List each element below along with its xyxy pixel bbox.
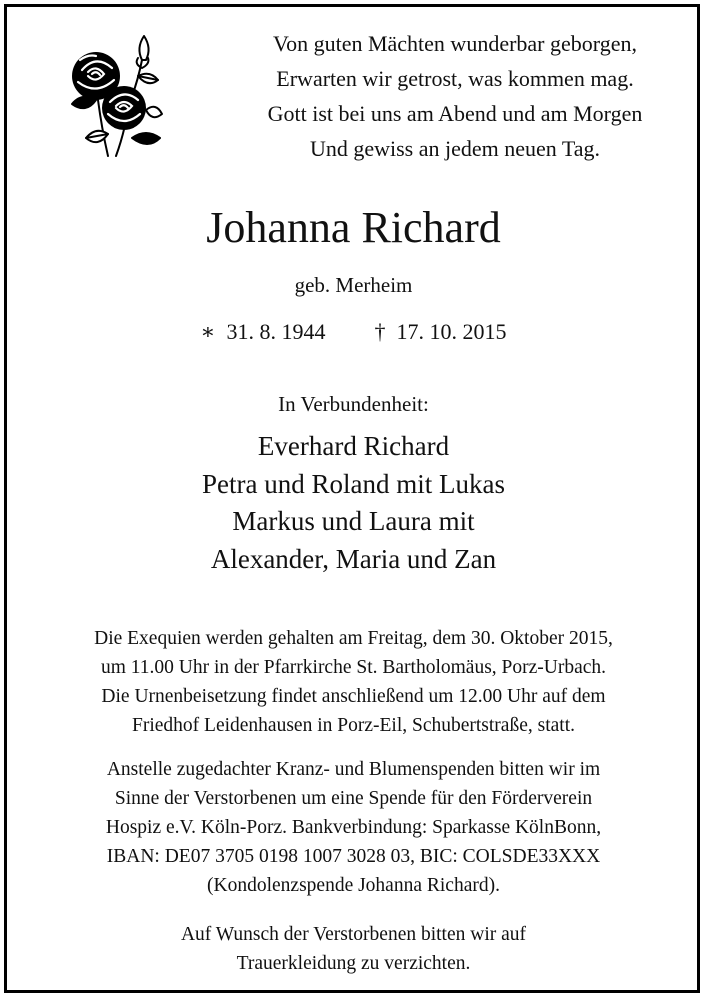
death-symbol: † <box>374 319 386 344</box>
mourners-intro: In Verbundenheit: <box>278 392 429 416</box>
poem-line: Und gewiss an jedem neuen Tag. <box>309 136 601 161</box>
mourner-line: Markus und Laura mit <box>232 506 475 536</box>
birth-date: 31. 8. 1944 <box>226 319 326 344</box>
service-line: Die Urnenbeisetzung findet anschließend um 12.00 Uhr auf dem <box>101 686 606 707</box>
donation-line: IBAN: DE07 3705 0198 1007 3028 03, BIC: COLSDE33XXX <box>106 846 601 867</box>
mourner-line: Alexander, Maria und Zan <box>210 543 497 574</box>
donation-line: Anstelle zugedachter Kranz- und Blumenspenden bitten wir im <box>106 759 601 780</box>
donation-line: (Kondolenzspende Johanna Richard). <box>207 875 500 896</box>
donation-info <box>0 755 707 900</box>
death-date: 17. 10. 2015 <box>396 319 507 344</box>
mourners-list <box>0 428 707 578</box>
service-line: Die Exequien werden gehalten am Freitag, dem 30. Oktober 2015, <box>94 628 613 649</box>
donation-line: Sinne der Verstorbenen um eine Spende für den Förderverein <box>114 788 593 809</box>
poem-line: Von guten Mächten wunderbar geborgen, <box>273 31 637 56</box>
birth-symbol: ∗ <box>200 319 216 344</box>
request-line: Auf Wunsch der Verstorbenen bitten wir auf <box>180 924 527 945</box>
roses-icon <box>58 30 164 158</box>
poem-line: Erwarten wir getrost, was kommen mag. <box>276 66 634 91</box>
mourner-line: Everhard Richard <box>257 431 450 461</box>
poem-line: Gott ist bei uns am Abend und am Morgen <box>267 101 643 126</box>
service-line: Friedhof Leidenhausen in Porz-Eil, Schubertstraße, statt. <box>132 715 575 736</box>
life-dates <box>0 317 707 347</box>
service-info <box>0 624 707 740</box>
deceased-name: Johanna Richard <box>206 203 501 252</box>
maiden-name: geb. Merheim <box>294 273 413 297</box>
service-line: um 11.00 Uhr in der Pfarrkirche St. Bartholomäus, Porz-Urbach. <box>100 657 607 678</box>
attire-request <box>0 920 707 978</box>
donation-line: Hospiz e.V. Köln-Porz. Bankverbindung: Sparkasse KölnBonn, <box>105 817 602 838</box>
mourner-line: Petra und Roland mit Lukas <box>202 468 505 499</box>
poem <box>205 26 705 166</box>
request-line: Trauerkleidung zu verzichten. <box>236 953 471 974</box>
